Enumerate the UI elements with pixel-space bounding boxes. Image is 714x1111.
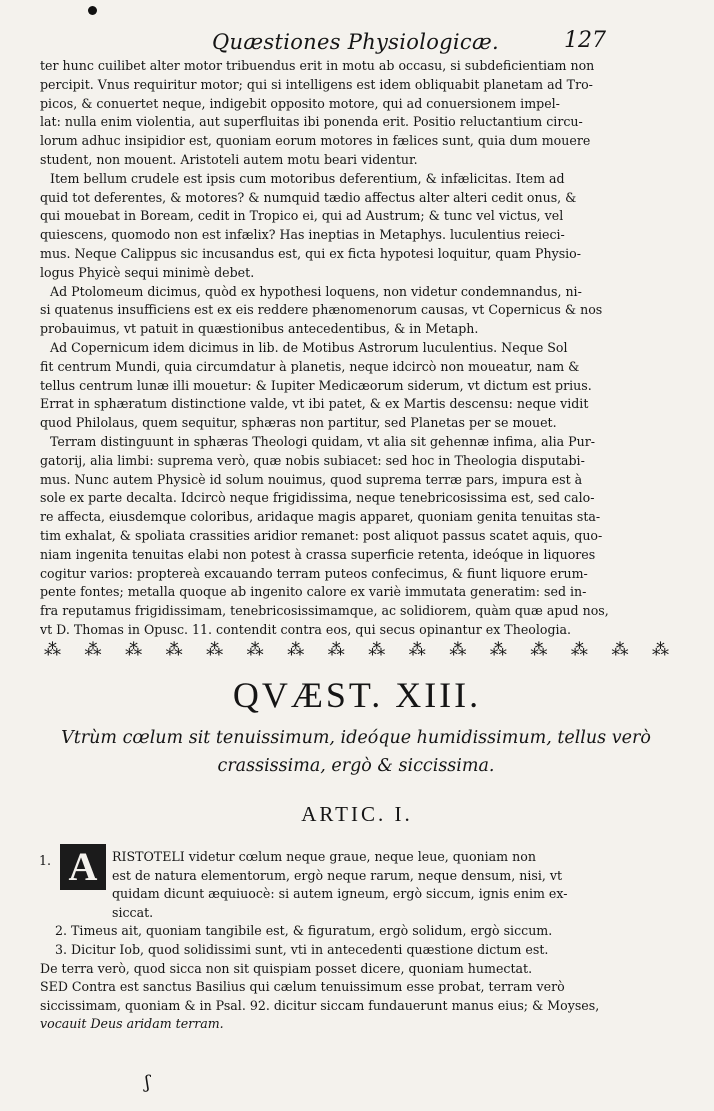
text-line: lat: nulla enim violentia, aut superfluitas ibi ponenda erit. Positio reluctantium circu- (40, 114, 583, 130)
ornament-glyph: ⁂ (44, 640, 60, 660)
ornament-glyph: ⁂ (246, 640, 263, 660)
article-line: siccissimam, quoniam & in Psal. 92. dicitur siccam fundauerunt manus eius; & Moyses, (40, 997, 600, 1013)
ornament-glyph: ⁂ (611, 640, 628, 660)
text-line: vt D. Thomas in Opusc. 11. contendit contra eos, qui secus opinantur ex Theologia. (40, 621, 572, 637)
article-number: 1. (39, 853, 52, 868)
article-line: quidam dicunt æquiuocè: si autem igneum, ergò siccum, ignis enim ex- (112, 886, 568, 902)
text-line: niam ingenita tenuitas elabi non potest à crassa superficie retenta, ideóque in liquores (40, 546, 596, 562)
corner-dot-mark (88, 6, 97, 15)
ornament-glyph: ⁂ (368, 640, 385, 660)
ornament-glyph: ⁂ (206, 640, 223, 660)
text-line: Ad Copernicum idem dicimus in lib. de Motibus Astrorum luculentius. Neque Sol (50, 339, 568, 355)
text-line: percipit. Vnus requiritur motor; qui si intelligens est idem obliquabit planetam ad Tro- (40, 76, 593, 92)
article-line: De terra verò, quod sicca non sit quispiam posset dicere, quoniam humectat. (40, 960, 533, 976)
article-line: vocauit Deus aridam terram. (40, 1016, 224, 1032)
ornament-glyph: ⁂ (287, 640, 304, 660)
question-subtitle-line-1: Vtrùm cœlum sit tenuissimum, ideóque humidissimum, tellus verò (61, 728, 651, 748)
text-line: fra reputamus frigidissimam, tenebricosissimamque, ac solidiorem, quàm quæ apud nos, (40, 603, 609, 619)
question-subtitle-line-2: crassissima, ergò & siccissima. (217, 756, 495, 776)
ornament-glyph: ⁂ (651, 640, 668, 660)
text-line: Errat in sphæratum distinctione valde, vt ibi patet, & ex Martis descensu: neque vidit (40, 396, 589, 412)
text-line: fit centrum Mundi, quia circumdatur à planetis, neque idcircò non moueatur, nam & (40, 358, 580, 374)
ornament-glyph: ⁂ (530, 640, 547, 660)
running-head: Quæstiones Physiologicæ. (212, 30, 500, 54)
text-line: sole ex parte decalta. Idcircò neque frigidissima, neque tenebricosissima est, sed calo- (40, 490, 595, 506)
article-heading: ARTIC. I. (301, 802, 413, 826)
text-line: quiescens, quomodo non est infælix? Has ineptias in Metaphys. luculentius reieci- (40, 227, 565, 243)
text-line: quod Philolaus, quem sequitur, sphæras non partitur, sed Planetas per se mouet. (40, 415, 557, 431)
text-line: Terram distinguunt in sphæras Theologi quidam, vt alia sit gehennæ infima, alia Pur- (50, 433, 596, 449)
article-line: est de natura elementorum, ergò neque rarum, neque densum, nisi, vt (112, 867, 563, 883)
text-line: pente fontes; metalla quoque ab ingenito calore ex variè immutata generatim: sed in- (40, 584, 587, 600)
ornament-glyph: ⁂ (408, 640, 425, 660)
article-line: 3. Dicitur Iob, quod solidissimi sunt, vti in antecedenti quæstione dictum est. (55, 941, 549, 957)
text-line: mus. Nunc autem Physicè id solum nouimus, quod suprema terræ pars, impura est à (40, 471, 583, 487)
text-line: tellus centrum lunæ illi mouetur: & Iupiter Medicæorum siderum, vt dictum est prius. (40, 377, 592, 393)
text-line: gatorij, alia limbi: suprema verò, quæ nobis subiacet: sed hoc in Theologia disputabi- (40, 452, 585, 468)
text-line: si quatenus insufficiens est ex eis reddere phænomenorum causas, vt Copernicus & nos (40, 302, 603, 318)
ornament-glyph: ⁂ (449, 640, 466, 660)
drop-cap: A (60, 844, 106, 890)
text-line: lorum adhuc insipidior est, quoniam eorum motores in fælices sunt, quia dum mouere (40, 133, 591, 149)
ornament-band (44, 638, 668, 662)
bottom-mark: ʃ (145, 1072, 150, 1093)
text-line: picos, & conuertet neque, indigebit opposito motore, qui ad conuersionem impel- (40, 95, 560, 111)
text-line: probauimus, vt patuit in quæstionibus antecedentibus, & in Metaph. (40, 321, 479, 337)
text-line: cogitur varios: proptereà excauando terram puteos confecimus, & fiunt liquore erum- (40, 565, 588, 581)
article-text-block (0, 848, 640, 1034)
text-line: mus. Neque Calippus sic incusandus est, qui ex ficta hypotesi loquitur, quam Physio- (40, 245, 582, 261)
article-line: SED Contra est sanctus Basilius qui cælum tenuissimum esse probat, terram verò (40, 979, 565, 995)
text-line: Ad Ptolomeum dicimus, quòd ex hypothesi loquens, non videtur condemnandus, ni- (50, 283, 582, 299)
ornament-glyph: ⁂ (570, 640, 587, 660)
ornament-glyph: ⁂ (165, 640, 182, 660)
text-line: ter hunc cuilibet alter motor tribuendus erit in motu ab occasu, si subdeficientiam non (40, 58, 595, 73)
question-title: QVÆST. XIII. (232, 675, 482, 715)
main-text-block (40, 57, 670, 640)
ornament-glyph: ⁂ (125, 640, 142, 660)
ornament-glyph: ⁂ (489, 640, 506, 660)
text-line: qui mouebat in Boream, cedit in Tropico ei, qui ad Austrum; & tunc vel victus, vel (40, 208, 564, 224)
text-line: re affecta, eiusdemque coloribus, aridaque magis apparet, quoniam genita tenuitas sta- (40, 509, 601, 525)
ornament-glyph: ⁂ (327, 640, 344, 660)
text-line: student, non mouent. Aristoteli autem motu beari videntur. (40, 151, 418, 167)
text-line: quid tot deferentes, & motores? & numquid tædio affectus alter alteri cedit onus, & (40, 189, 577, 205)
article-line: siccat. (112, 904, 154, 920)
text-line: tim exhalat, & spoliata crassities aridior remanet: post aliquot passus scatet aquis, quo- (40, 527, 603, 543)
text-line: Item bellum crudele est ipsis cum motoribus deferentium, & infælicitas. Item ad (50, 170, 565, 186)
article-line: RISTOTELI videtur cœlum neque graue, neque leue, quoniam non (112, 849, 536, 864)
text-line: logus Phyicè sequi minimè debet. (40, 264, 255, 280)
ornament-glyph: ⁂ (84, 640, 101, 660)
page-number: 127 (564, 28, 606, 53)
article-line: 2. Timeus ait, quoniam tangibile est, & figuratum, ergò solidum, ergò siccum. (55, 923, 553, 939)
